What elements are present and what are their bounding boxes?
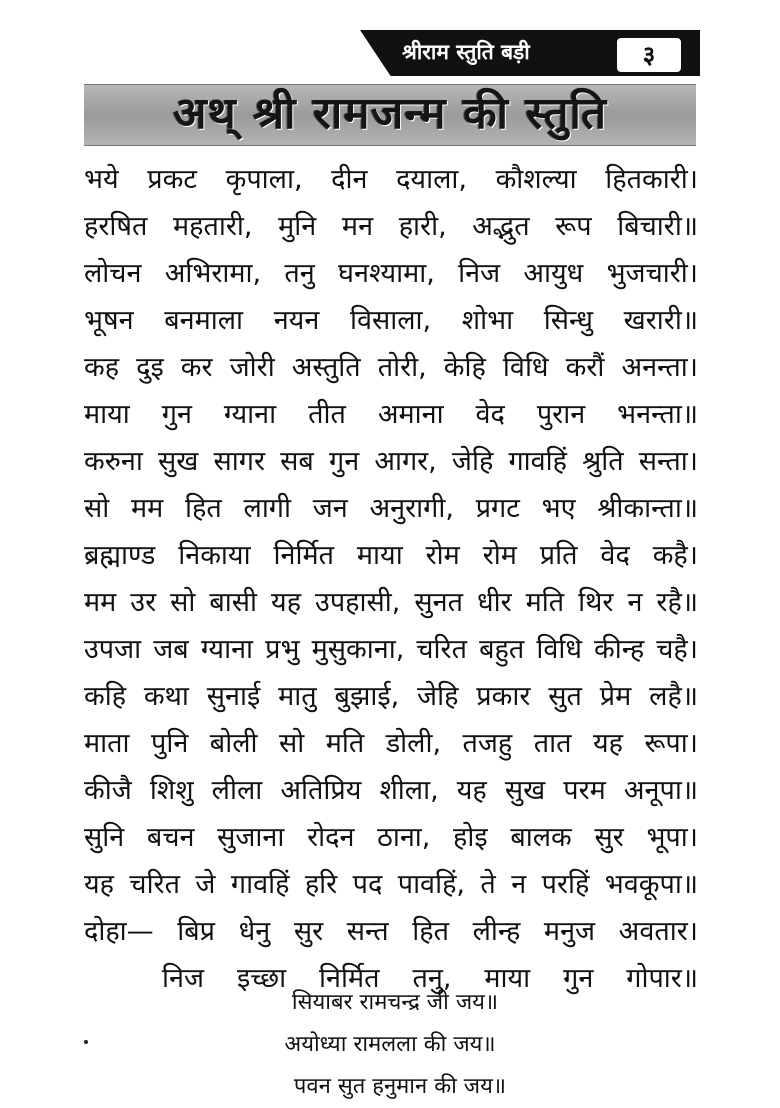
verse-line: ब्रह्माण्ड निकाया निर्मित माया रोम रोम प्रति वेद कहै।: [84, 540, 698, 571]
verse-line: सुनि बचन सुजाना रोदन ठाना, होइ बालक सुर भूपा।: [84, 822, 698, 853]
page-title: अथ् श्री रामजन्म की स्तुति: [172, 88, 608, 139]
page-number: ३: [615, 36, 683, 74]
verse-line: हरषित महतारी, मुनि मन हारी, अद्भुत रूप बिचारी॥: [84, 211, 698, 242]
verse-line: करुना सुख सागर सब गुन आगर, जेहि गावहिं श्रुति सन्ता।: [84, 446, 698, 477]
verse-line: सो मम हित लागी जन अनुरागी, प्रगट भए श्रीकान्ता॥: [84, 493, 698, 524]
verse-line: मम उर सो बासी यह उपहासी, सुनत धीर मति थिर न रहै॥: [84, 587, 698, 618]
verse-line: यह चरित जे गावहिं हरि पद पावहिं, ते न परहिं भवकूपा॥: [84, 869, 698, 900]
verse-line: लोचन अभिरामा, तनु घनश्यामा, निज आयुध भुजचारी।: [84, 258, 698, 289]
jaikara-line: अयोध्या रामलला की जय॥: [284, 1032, 496, 1057]
verse-line: भूषन बनमाला नयन विसाला, शोभा सिन्धु खरारी॥: [84, 305, 698, 336]
verse-line: माता पुनि बोली सो मति डोली, तजहु तात यह रूपा।: [84, 728, 698, 759]
jaikara-line: सियाबर रामचन्द्र जी जय॥: [291, 990, 499, 1015]
section-title: श्रीराम स्तुति बड़ी: [402, 40, 530, 64]
verse-line: कीजै शिशु लीला अतिप्रिय शीला, यह सुख परम अनूपा॥: [84, 775, 698, 806]
verse-line: उपजा जब ग्याना प्रभु मुसुकाना, चरित बहुत विधि कीन्ह चहै।: [84, 634, 698, 665]
verse-line: कह दुइ कर जोरी अस्तुति तोरी, केहि विधि करौं अनन्ता।: [84, 352, 698, 383]
verse-line: माया गुन ग्याना तीत अमाना वेद पुरान भनन्ता॥: [84, 399, 698, 430]
doha-line-2: निज इच्छा निर्मित तनु, माया गुन गोपार॥: [162, 963, 698, 994]
verse-line: कहि कथा सुनाई मातु बुझाई, जेहि प्रकार सुत प्रेम लहै॥: [84, 681, 698, 712]
jaikara-line: पवन सुत हनुमान की जय॥: [293, 1074, 507, 1099]
verse-line: भये प्रकट कृपाला, दीन दयाला, कौशल्या हितकारी।: [84, 164, 698, 195]
doha-line-1: दोहा— बिप्र धेनु सुर सन्त हित लीन्ह मनुज अवतार।: [84, 916, 698, 947]
jaikare: [0, 982, 780, 1108]
stuti-verses: [84, 156, 698, 1002]
